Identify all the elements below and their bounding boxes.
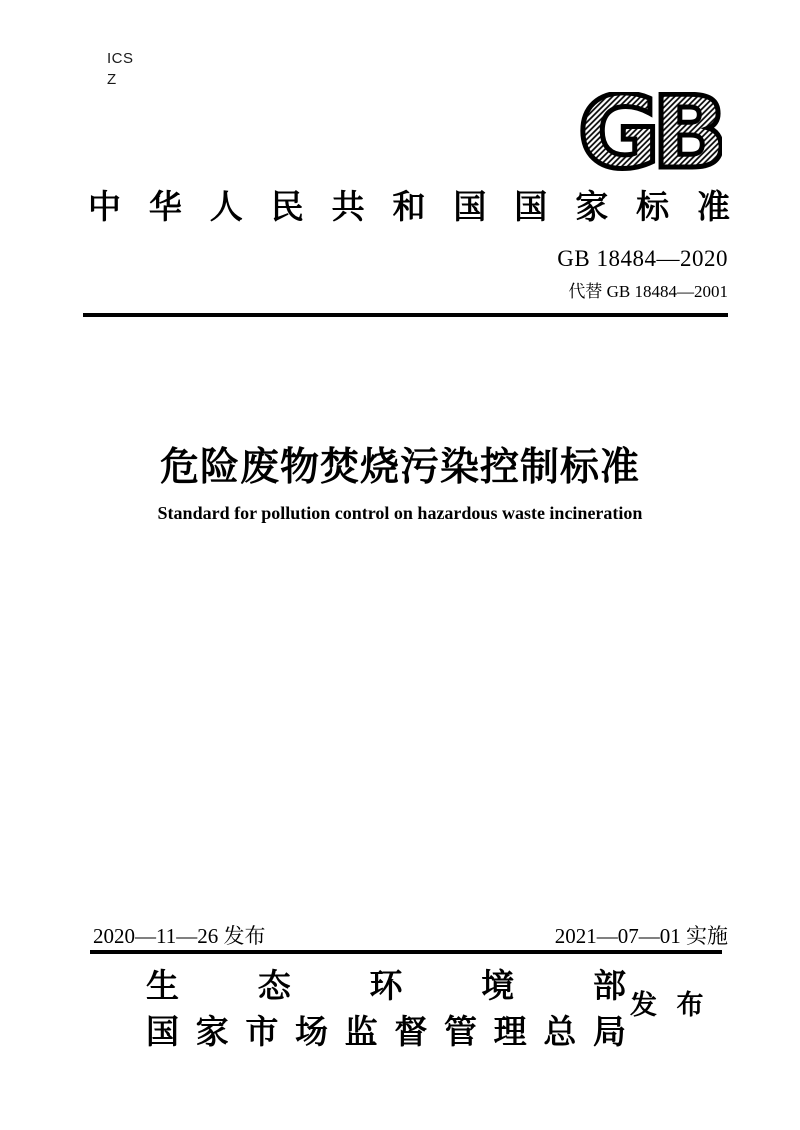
- publish-label: 发 布: [630, 990, 710, 1020]
- standard-number: GB 18484—2020: [557, 246, 728, 271]
- supersedes-note: 代替 GB 18484—2001: [568, 282, 728, 301]
- issuer-market-regulation-admin: 国 家 市 场 监 督 管 理 总 局: [146, 1013, 626, 1050]
- gb-logo-text: GB: [577, 92, 721, 172]
- gb-logo-icon: [576, 92, 722, 172]
- top-divider-rule: [83, 313, 728, 317]
- ics-code-block: [107, 48, 134, 90]
- national-standard-heading: 中 华 人 民 共 和 国 国 家 标 准: [88, 188, 730, 225]
- standard-title-english: Standard for pollution control on hazardous waste incineration: [157, 503, 643, 523]
- standard-title-chinese: 危险废物焚烧污染控制标准: [159, 446, 640, 489]
- ics-label: ICS: [107, 50, 134, 67]
- date-row: [93, 920, 728, 950]
- issue-date: 2020—11—26 发布: [93, 924, 266, 948]
- issuing-bodies: [146, 963, 626, 1055]
- bottom-divider-rule: [90, 950, 722, 954]
- issuer-ministry-of-ecology: 生 态 环 境 部: [146, 967, 626, 1004]
- ics-classification: Z: [107, 71, 117, 88]
- implement-date: 2021—07—01 实施: [554, 924, 728, 948]
